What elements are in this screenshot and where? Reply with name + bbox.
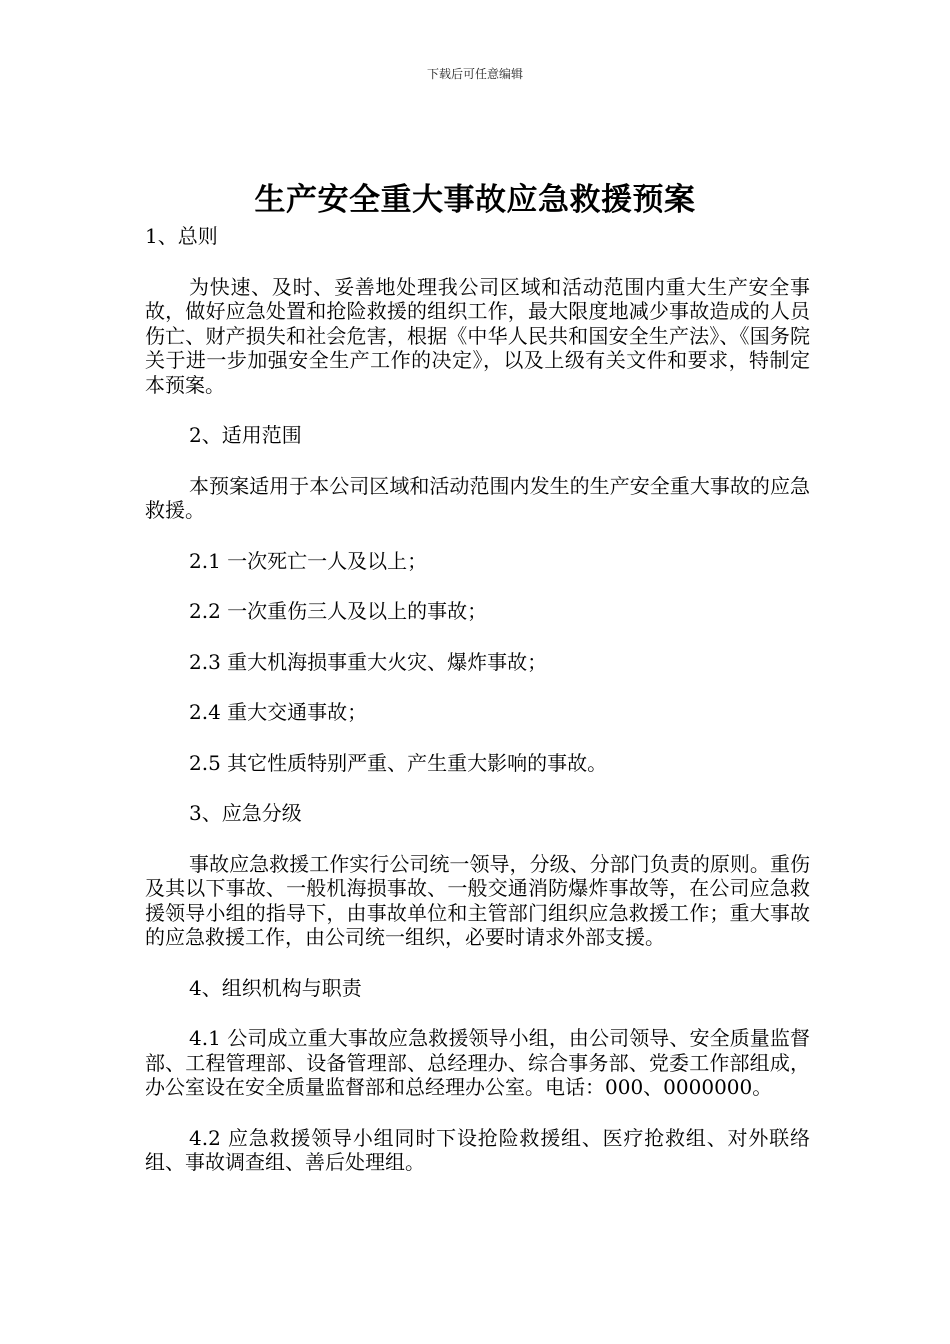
paragraph-scope: 本预案适用于本公司区域和活动范围内发生的生产安全重大事故的应急救援。 <box>145 473 810 522</box>
list-item-2-5: 2.5 其它性质特别严重、产生重大影响的事故。 <box>189 750 608 775</box>
list-item-2-4: 2.4 重大交通事故； <box>189 700 368 724</box>
section-heading-organization: 4、组织机构与职责 <box>189 975 362 1000</box>
paragraph-levels: 事故应急救援工作实行公司统一领导，分级、分部门负责的原则。重伤及其以下事故、一般机海损事故、一般交通消防爆炸事故等，在公司应急救援领导小组的指导下，由事故单位和主管部门组织应急救援工作；重大事故的应急救援工作，由公司统一组织，必要时请求外部支援。 <box>145 851 810 949</box>
section-heading-general: 1、总则 <box>145 224 218 248</box>
list-item-2-1: 2.1 一次死亡一人及以上； <box>189 548 428 573</box>
list-item-4-1: 4.1 公司成立重大事故应急救援领导小组，由公司领导、安全质量监督部、工程管理部、设备管理部、总经理办、综合事务部、党委工作部组成，办公室设在安全质量监督部和总经理办公室。电话：000、0000000。 <box>145 1026 810 1099</box>
section-heading-levels: 3、应急分级 <box>189 801 302 825</box>
document-body <box>145 224 810 1201</box>
header-note: 下载后可任意编辑 <box>426 67 523 81</box>
paragraph-general: 为快速、及时、妥善地处理我公司区域和活动范围内重大生产安全事故，做好应急处置和抢险救援的组织工作，最大限度地减少事故造成的人员伤亡、财产损失和社会危害，根据《中华人民共和国安全生产法》、《国务院关于进一步加强安全生产工作的决定》，以及上级有关文件和要求，特制定本预案。 <box>145 274 810 397</box>
section-heading-scope: 2、适用范围 <box>189 423 302 447</box>
list-item-2-3: 2.3 重大机海损事重大火灾、爆炸事故； <box>189 649 548 674</box>
document-title: 生产安全重大事故应急救援预案 <box>254 182 696 218</box>
list-item-4-2: 4.2 应急救援领导小组同时下设抢险救援组、医疗抢救组、对外联络组、事故调查组、善后处理组。 <box>145 1125 810 1174</box>
list-item-2-2: 2.2 一次重伤三人及以上的事故； <box>189 599 488 623</box>
